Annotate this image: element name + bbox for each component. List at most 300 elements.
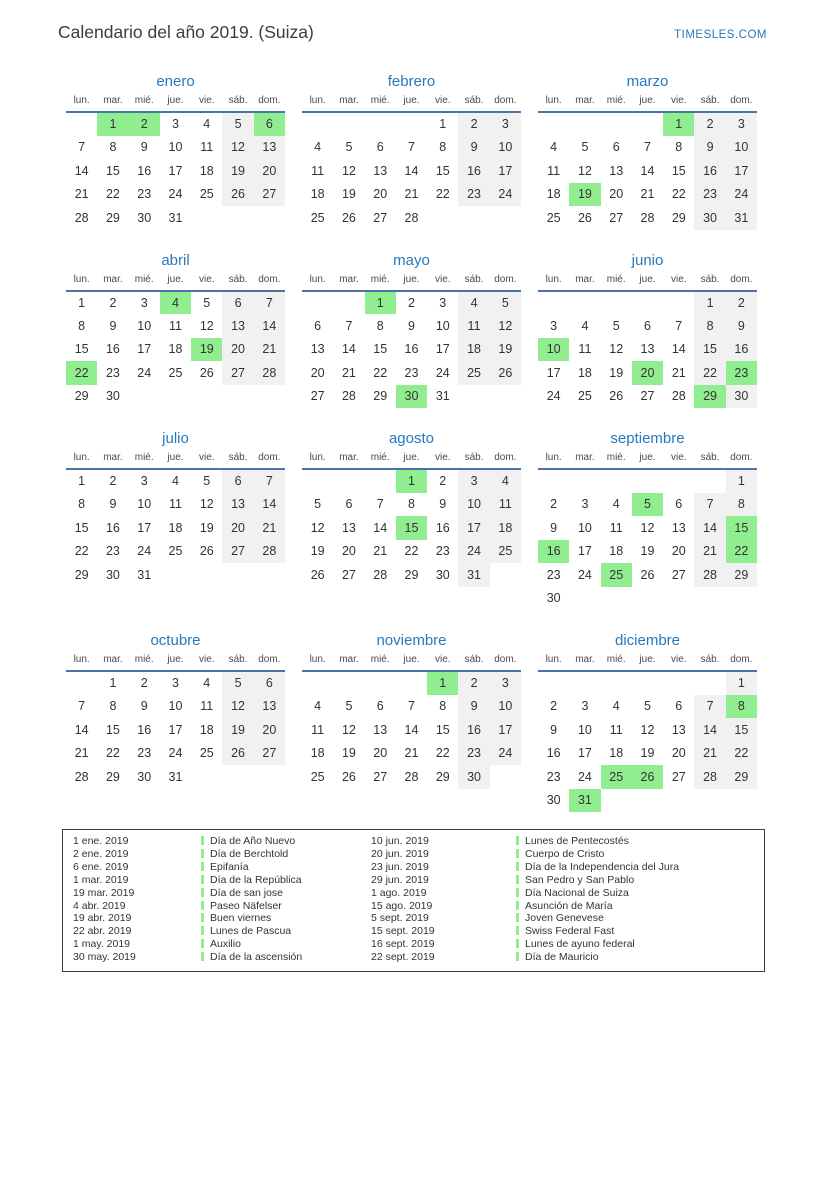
day-cell: 14	[373, 520, 388, 535]
day-cell: 12	[341, 163, 356, 178]
month-table	[66, 274, 285, 409]
day-cell: 19	[222, 718, 253, 742]
day-cell: 27	[671, 567, 686, 582]
holiday-marker	[516, 849, 519, 858]
month-abril	[66, 252, 285, 409]
weekday-header: mar.	[569, 274, 600, 291]
day-cell: 14	[694, 516, 725, 540]
legend-rows	[73, 835, 764, 964]
day-cell-empty	[726, 789, 757, 813]
day-cell: 2	[439, 474, 447, 489]
day-cell: 3	[581, 699, 589, 714]
legend-row	[73, 887, 764, 900]
day-cell: 17	[577, 746, 592, 761]
day-cell-empty	[694, 469, 725, 493]
day-cell: 20	[222, 338, 253, 362]
day-cell-empty	[538, 112, 569, 136]
day-cell: 27	[341, 567, 356, 582]
weekday-header: dom.	[490, 274, 521, 291]
day-cell: 13	[222, 493, 253, 517]
day-cell: 6	[222, 291, 253, 315]
day-cell: 19	[640, 544, 655, 559]
month-table	[66, 654, 285, 789]
day-cell: 9	[140, 140, 148, 155]
day-cell: 17	[577, 544, 592, 559]
month-julio	[66, 430, 285, 587]
day-cell: 30	[435, 567, 450, 582]
day-cell: 6	[675, 497, 683, 512]
legend-name-text: Día Nacional de Suiza	[525, 886, 629, 899]
day-cell-empty	[694, 671, 725, 695]
day-cell: 9	[408, 318, 415, 333]
legend-date: 1 ene. 2019	[73, 835, 129, 847]
day-cell: 6	[644, 318, 651, 333]
day-cell-empty	[458, 385, 489, 409]
day-cell: 26	[341, 769, 356, 784]
weekday-header: dom.	[726, 452, 757, 469]
legend-name-text: Buen viernes	[210, 912, 272, 925]
day-cell: 7	[345, 318, 353, 333]
day-cell: 16	[458, 159, 489, 183]
day-cell: 2	[550, 699, 558, 714]
weekday-header: mar.	[333, 95, 364, 112]
weekday-header: sáb.	[222, 654, 253, 671]
weekday-header: sáb.	[222, 274, 253, 291]
day-cell: 8	[675, 140, 683, 155]
day-cell: 19	[569, 183, 600, 207]
weekday-header: vie.	[427, 95, 458, 112]
day-cell-empty	[160, 563, 191, 587]
day-cell: 13	[640, 342, 655, 357]
day-cell: 20	[310, 365, 325, 380]
day-cell: 16	[435, 520, 450, 535]
weekday-header: vie.	[663, 274, 694, 291]
day-cell: 19	[609, 365, 624, 380]
day-cell-empty	[191, 765, 222, 789]
day-cell: 7	[78, 140, 86, 155]
day-cell: 14	[74, 163, 89, 178]
weekday-header: lun.	[302, 654, 333, 671]
weekday-header: vie.	[191, 654, 222, 671]
holiday-marker	[201, 926, 204, 935]
day-cell: 25	[601, 563, 632, 587]
legend-name-text: Lunes de Pascua	[210, 925, 292, 938]
day-cell: 23	[458, 183, 489, 207]
legend-name-text: Cuerpo de Cristo	[525, 847, 605, 860]
day-cell: 20	[632, 361, 663, 385]
day-cell-empty	[302, 291, 333, 315]
day-cell: 25	[168, 544, 183, 559]
month-title: febrero	[387, 73, 436, 90]
legend-date: 4 abr. 2019	[73, 899, 126, 912]
legend-row	[73, 861, 764, 874]
day-cell-empty	[160, 385, 191, 409]
day-cell-empty	[333, 469, 364, 493]
day-cell: 29	[435, 769, 450, 784]
day-cell-empty	[458, 206, 489, 230]
day-cell: 10	[726, 136, 757, 160]
day-cell: 1	[78, 474, 86, 489]
day-cell: 11	[578, 342, 592, 357]
day-cell: 25	[601, 765, 632, 789]
day-cell: 27	[310, 389, 325, 404]
day-cell: 25	[577, 389, 592, 404]
day-cell: 9	[458, 136, 489, 160]
day-cell: 22	[74, 544, 89, 559]
day-cell: 13	[373, 163, 388, 178]
legend-date: 16 sept. 2019	[371, 938, 435, 951]
weekday-header: dom.	[490, 654, 521, 671]
weekday-header: mar.	[569, 95, 600, 112]
day-cell: 6	[612, 140, 620, 155]
day-cell: 15	[373, 342, 388, 357]
day-cell: 28	[74, 769, 89, 784]
legend-name	[201, 848, 371, 861]
day-cell: 29	[404, 567, 419, 582]
day-cell: 28	[640, 210, 655, 225]
legend-name	[516, 938, 764, 951]
day-cell: 22	[404, 544, 419, 559]
day-cell-empty	[601, 112, 632, 136]
day-cell: 6	[254, 671, 285, 695]
legend-name-text: Auxilio	[210, 938, 241, 951]
day-cell: 28	[404, 769, 419, 784]
weekday-header: lun.	[538, 95, 569, 112]
weekday-header: sáb.	[694, 654, 725, 671]
day-cell-empty	[254, 385, 285, 409]
day-cell: 27	[254, 183, 285, 207]
day-cell: 21	[640, 187, 655, 202]
weekday-header: sáb.	[694, 274, 725, 291]
day-cell: 12	[310, 520, 325, 535]
day-cell: 11	[200, 699, 214, 714]
day-cell: 7	[694, 493, 725, 517]
day-cell: 29	[726, 765, 757, 789]
day-cell: 19	[341, 746, 356, 761]
day-cell: 28	[694, 765, 725, 789]
day-cell: 13	[609, 163, 624, 178]
holiday-marker	[516, 952, 519, 961]
weekday-header: mié.	[601, 95, 632, 112]
day-cell: 20	[222, 516, 253, 540]
legend-date: 22 abr. 2019	[73, 925, 132, 938]
day-cell: 20	[609, 187, 624, 202]
day-cell: 25	[199, 187, 214, 202]
month-table	[538, 95, 757, 230]
day-cell: 21	[254, 516, 285, 540]
day-cell: 10	[458, 493, 489, 517]
day-cell-empty	[490, 765, 521, 789]
holiday-marker	[201, 952, 204, 961]
day-cell: 17	[137, 342, 152, 357]
months-grid	[66, 73, 827, 812]
day-cell: 5	[203, 474, 211, 489]
day-cell: 16	[726, 338, 757, 362]
day-cell: 15	[105, 722, 120, 737]
day-cell-empty	[569, 469, 600, 493]
month-febrero	[302, 73, 521, 230]
weekday-header: mié.	[129, 274, 160, 291]
day-cell: 4	[172, 474, 179, 489]
day-cell: 1	[439, 117, 447, 132]
day-cell: 25	[310, 210, 325, 225]
day-cell: 4	[581, 318, 589, 333]
weekday-header: dom.	[726, 95, 757, 112]
day-cell: 29	[74, 389, 89, 404]
holiday-marker	[201, 913, 204, 922]
day-cell-empty	[601, 587, 632, 611]
legend-name-text: Asunción de María	[525, 899, 613, 912]
day-cell: 9	[726, 314, 757, 338]
day-cell: 10	[490, 695, 521, 719]
day-cell: 23	[105, 544, 120, 559]
day-cell-empty	[569, 671, 600, 695]
day-cell: 5	[203, 295, 211, 310]
holiday-marker	[201, 939, 204, 948]
legend-date: 30 may. 2019	[73, 951, 136, 964]
day-cell: 16	[546, 746, 561, 761]
day-cell: 14	[640, 163, 655, 178]
day-cell: 13	[373, 722, 388, 737]
day-cell: 16	[137, 163, 152, 178]
holiday-marker	[516, 939, 519, 948]
day-cell: 16	[404, 342, 419, 357]
day-cell: 21	[341, 365, 356, 380]
weekday-header: vie.	[663, 95, 694, 112]
weekday-header: vie.	[427, 654, 458, 671]
day-cell: 20	[671, 544, 686, 559]
day-cell: 31	[726, 206, 757, 230]
day-cell: 27	[373, 210, 388, 225]
day-cell: 9	[109, 318, 117, 333]
legend-name	[201, 887, 371, 900]
day-cell: 29	[373, 389, 388, 404]
holiday-marker	[201, 849, 204, 858]
day-cell: 26	[640, 567, 655, 582]
weekday-header: vie.	[191, 274, 222, 291]
weekday-header: sáb.	[222, 452, 253, 469]
day-cell: 13	[341, 520, 356, 535]
weekday-header: jue.	[632, 654, 663, 671]
weekday-header: mar.	[569, 654, 600, 671]
day-cell: 5	[612, 318, 620, 333]
day-cell: 22	[726, 540, 757, 564]
day-cell: 18	[546, 187, 561, 202]
day-cell-empty	[538, 291, 569, 315]
day-cell: 4	[612, 497, 620, 512]
holiday-marker	[516, 875, 519, 884]
site-link[interactable]: TIMESLES.COM	[674, 29, 767, 41]
day-cell-empty	[222, 385, 253, 409]
day-cell-empty	[601, 671, 632, 695]
day-cell-empty	[222, 206, 253, 230]
day-cell: 1	[396, 469, 427, 493]
day-cell: 10	[538, 338, 569, 362]
day-cell: 4	[490, 469, 521, 493]
weekday-header: lun.	[66, 274, 97, 291]
legend-name-text: Lunes de Pentecostés	[525, 835, 629, 847]
day-cell-empty	[66, 671, 97, 695]
day-cell: 28	[74, 210, 89, 225]
holiday-marker	[201, 862, 204, 871]
weekday-header: sáb.	[458, 274, 489, 291]
legend-date: 15 sept. 2019	[371, 925, 435, 938]
day-cell: 3	[490, 112, 521, 136]
day-cell: 7	[254, 469, 285, 493]
legend-name	[201, 925, 371, 938]
day-cell-empty	[632, 587, 663, 611]
month-title: mayo	[393, 251, 430, 269]
day-cell: 12	[609, 342, 624, 357]
day-cell: 8	[109, 140, 117, 155]
day-cell: 15	[435, 722, 450, 737]
page-header	[58, 22, 767, 43]
day-cell: 28	[254, 540, 285, 564]
month-title: diciembre	[614, 632, 681, 649]
day-cell: 17	[490, 159, 521, 183]
holiday-marker	[516, 836, 519, 845]
day-cell-empty	[663, 469, 694, 493]
month-table	[538, 654, 757, 812]
page-title: Calendario del año 2019. (Suiza)	[58, 22, 314, 42]
day-cell-empty	[66, 112, 97, 136]
holiday-marker	[516, 913, 519, 922]
day-cell-empty	[365, 112, 396, 136]
day-cell: 22	[435, 746, 450, 761]
legend-date: 2 ene. 2019	[73, 847, 129, 860]
legend-name	[516, 925, 764, 938]
day-cell-empty	[569, 587, 600, 611]
day-cell: 1	[78, 295, 86, 310]
day-cell-empty	[632, 789, 663, 813]
day-cell: 15	[74, 520, 89, 535]
month-title: agosto	[388, 430, 435, 447]
day-cell: 19	[191, 338, 222, 362]
legend-row	[73, 874, 764, 887]
legend-name	[201, 861, 371, 874]
day-cell: 19	[341, 187, 356, 202]
weekday-header: jue.	[632, 95, 663, 112]
day-cell: 22	[105, 746, 120, 761]
month-title: junio	[631, 251, 664, 269]
weekday-header: mar.	[569, 452, 600, 469]
legend-name-text: Día de Berchtold	[210, 847, 289, 860]
legend-date: 1 ago. 2019	[371, 886, 427, 899]
day-cell: 17	[435, 342, 450, 357]
day-cell: 4	[612, 699, 620, 714]
day-cell: 11	[168, 497, 182, 512]
day-cell: 22	[105, 187, 120, 202]
legend-date: 1 mar. 2019	[73, 873, 129, 886]
day-cell: 16	[105, 342, 120, 357]
day-cell: 6	[254, 112, 285, 136]
day-cell: 26	[199, 544, 214, 559]
legend-row	[73, 938, 764, 951]
day-cell-empty	[632, 671, 663, 695]
weekday-header: dom.	[726, 274, 757, 291]
day-cell: 31	[435, 389, 450, 404]
day-cell: 30	[694, 206, 725, 230]
day-cell: 30	[137, 769, 152, 784]
day-cell: 12	[199, 318, 214, 333]
weekday-header: dom.	[254, 654, 285, 671]
day-cell: 24	[458, 540, 489, 564]
day-cell: 4	[314, 140, 322, 155]
day-cell: 22	[435, 187, 450, 202]
day-cell: 31	[137, 567, 152, 582]
day-cell: 30	[396, 385, 427, 409]
day-cell: 1	[663, 112, 694, 136]
legend-name-text: Swiss Federal Fast	[525, 925, 615, 938]
weekday-header: mié.	[365, 95, 396, 112]
day-cell: 8	[78, 318, 86, 333]
month-table	[302, 452, 521, 587]
day-cell: 10	[137, 318, 152, 333]
day-cell-empty	[302, 469, 333, 493]
day-cell: 15	[694, 338, 725, 362]
day-cell: 16	[137, 722, 152, 737]
day-cell: 24	[168, 187, 183, 202]
month-junio	[538, 252, 757, 409]
day-cell: 15	[435, 163, 450, 178]
day-cell: 14	[404, 163, 419, 178]
month-octubre	[66, 632, 285, 789]
legend-name	[201, 900, 371, 913]
day-cell: 3	[172, 117, 179, 132]
day-cell: 24	[577, 769, 592, 784]
day-cell: 27	[640, 389, 655, 404]
weekday-header: lun.	[66, 452, 97, 469]
day-cell: 12	[577, 163, 592, 178]
day-cell: 18	[168, 342, 183, 357]
day-cell: 10	[435, 318, 450, 333]
holiday-marker	[516, 901, 519, 910]
day-cell: 8	[408, 497, 415, 512]
day-cell: 8	[439, 140, 447, 155]
day-cell: 21	[404, 187, 419, 202]
day-cell: 14	[254, 493, 285, 517]
legend-name	[201, 835, 371, 848]
legend-name-text: Día de san jose	[210, 886, 283, 899]
day-cell: 24	[577, 567, 592, 582]
day-cell: 23	[404, 365, 419, 380]
day-cell-empty	[694, 789, 725, 813]
day-cell: 20	[341, 544, 356, 559]
day-cell: 18	[490, 516, 521, 540]
weekday-header: mar.	[333, 452, 364, 469]
legend-name	[516, 861, 764, 874]
day-cell: 29	[105, 769, 120, 784]
month-title: abril	[161, 251, 190, 269]
day-cell: 6	[376, 699, 384, 714]
legend-name-text: Día de la República	[210, 873, 302, 886]
day-cell: 9	[458, 695, 489, 719]
day-cell: 28	[404, 210, 419, 225]
day-cell: 24	[490, 742, 521, 766]
weekday-header: dom.	[490, 95, 521, 112]
weekday-header: lun.	[302, 95, 333, 112]
day-cell: 26	[341, 210, 356, 225]
day-cell-empty	[365, 469, 396, 493]
day-cell: 24	[546, 389, 561, 404]
legend-date: 19 mar. 2019	[73, 886, 135, 899]
day-cell: 19	[490, 338, 521, 362]
day-cell: 4	[203, 676, 211, 691]
day-cell: 11	[311, 722, 325, 737]
day-cell-empty	[191, 206, 222, 230]
month-title: octubre	[150, 632, 201, 649]
day-cell: 10	[577, 520, 592, 535]
